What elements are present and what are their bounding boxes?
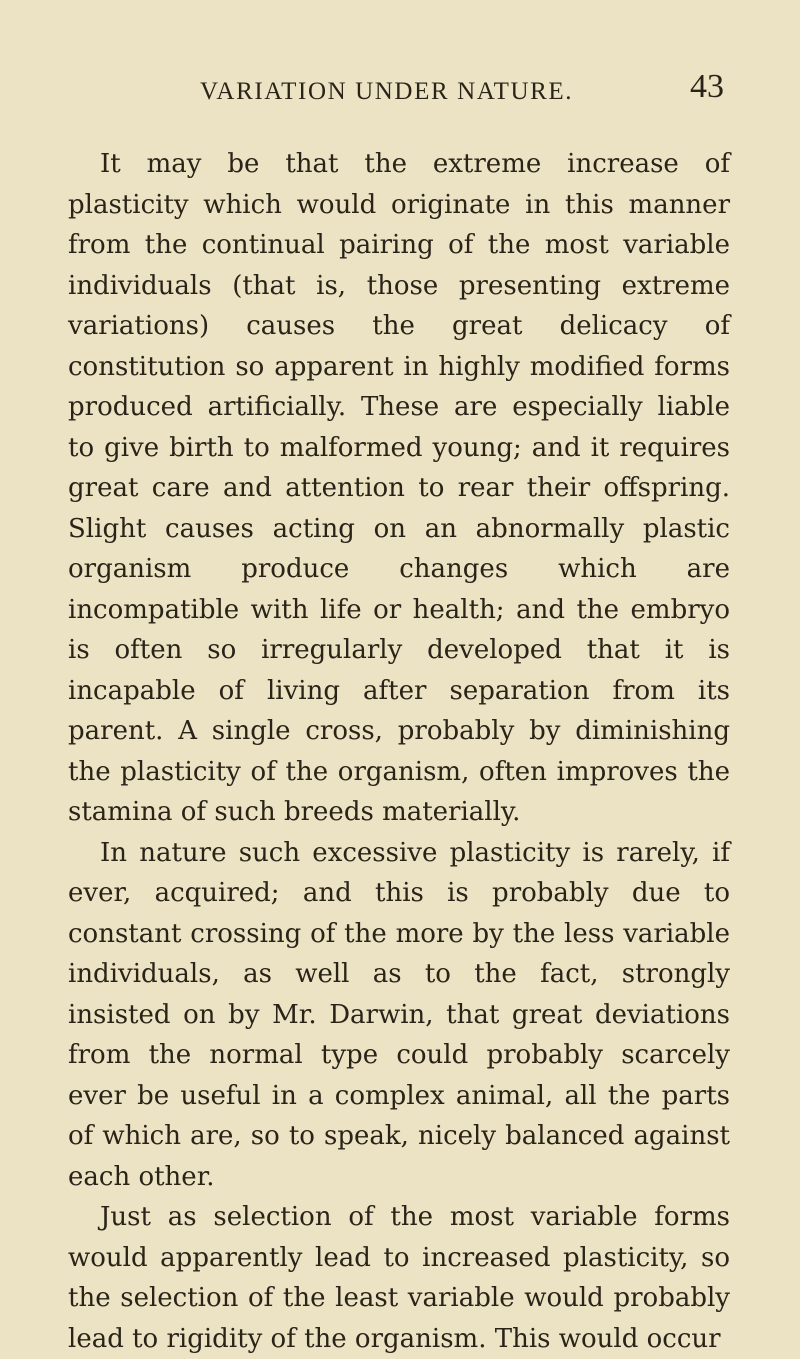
running-head xyxy=(68,68,730,118)
body-text xyxy=(68,144,730,1359)
paragraph-1: It may be that the extreme increase of plasticity which would originate in this manner from the continual pairing of the most variable individuals (that is, those presenting extreme variations) causes the great delicacy of constitution so apparent in highly modified forms produced artificially. These are especially liable to give birth to malformed young; and it requires great care and attention to rear their offspring. Slight causes acting on an abnormally plastic organism produce changes which are incompatible with life or health; and the embryo is often so irregularly developed that it is incapable of living after separation from its parent. A single cross, probably by diminishing the plasticity of the organism, often improves the stamina of such breeds materially. xyxy=(68,149,730,827)
paragraph-3: Just as selection of the most variable forms would apparently lead to increased plasticity, so the selection of the least variable would probably lead to rigidity of the organism. This would occur xyxy=(68,1202,730,1354)
page-number: 43 xyxy=(690,68,724,105)
paragraph-2: In nature such excessive plasticity is rarely, if ever, acquired; and this is probably due to constant crossing of the more by the less variable individuals, as well as to the fact, strongly insisted on by Mr. Darwin, that great deviations from the normal type could probably scarcely ever be useful in a complex animal, all the parts of which are, so to speak, nicely balanced against each other. xyxy=(68,837,730,1192)
running-title: VARIATION UNDER NATURE. xyxy=(200,78,574,105)
